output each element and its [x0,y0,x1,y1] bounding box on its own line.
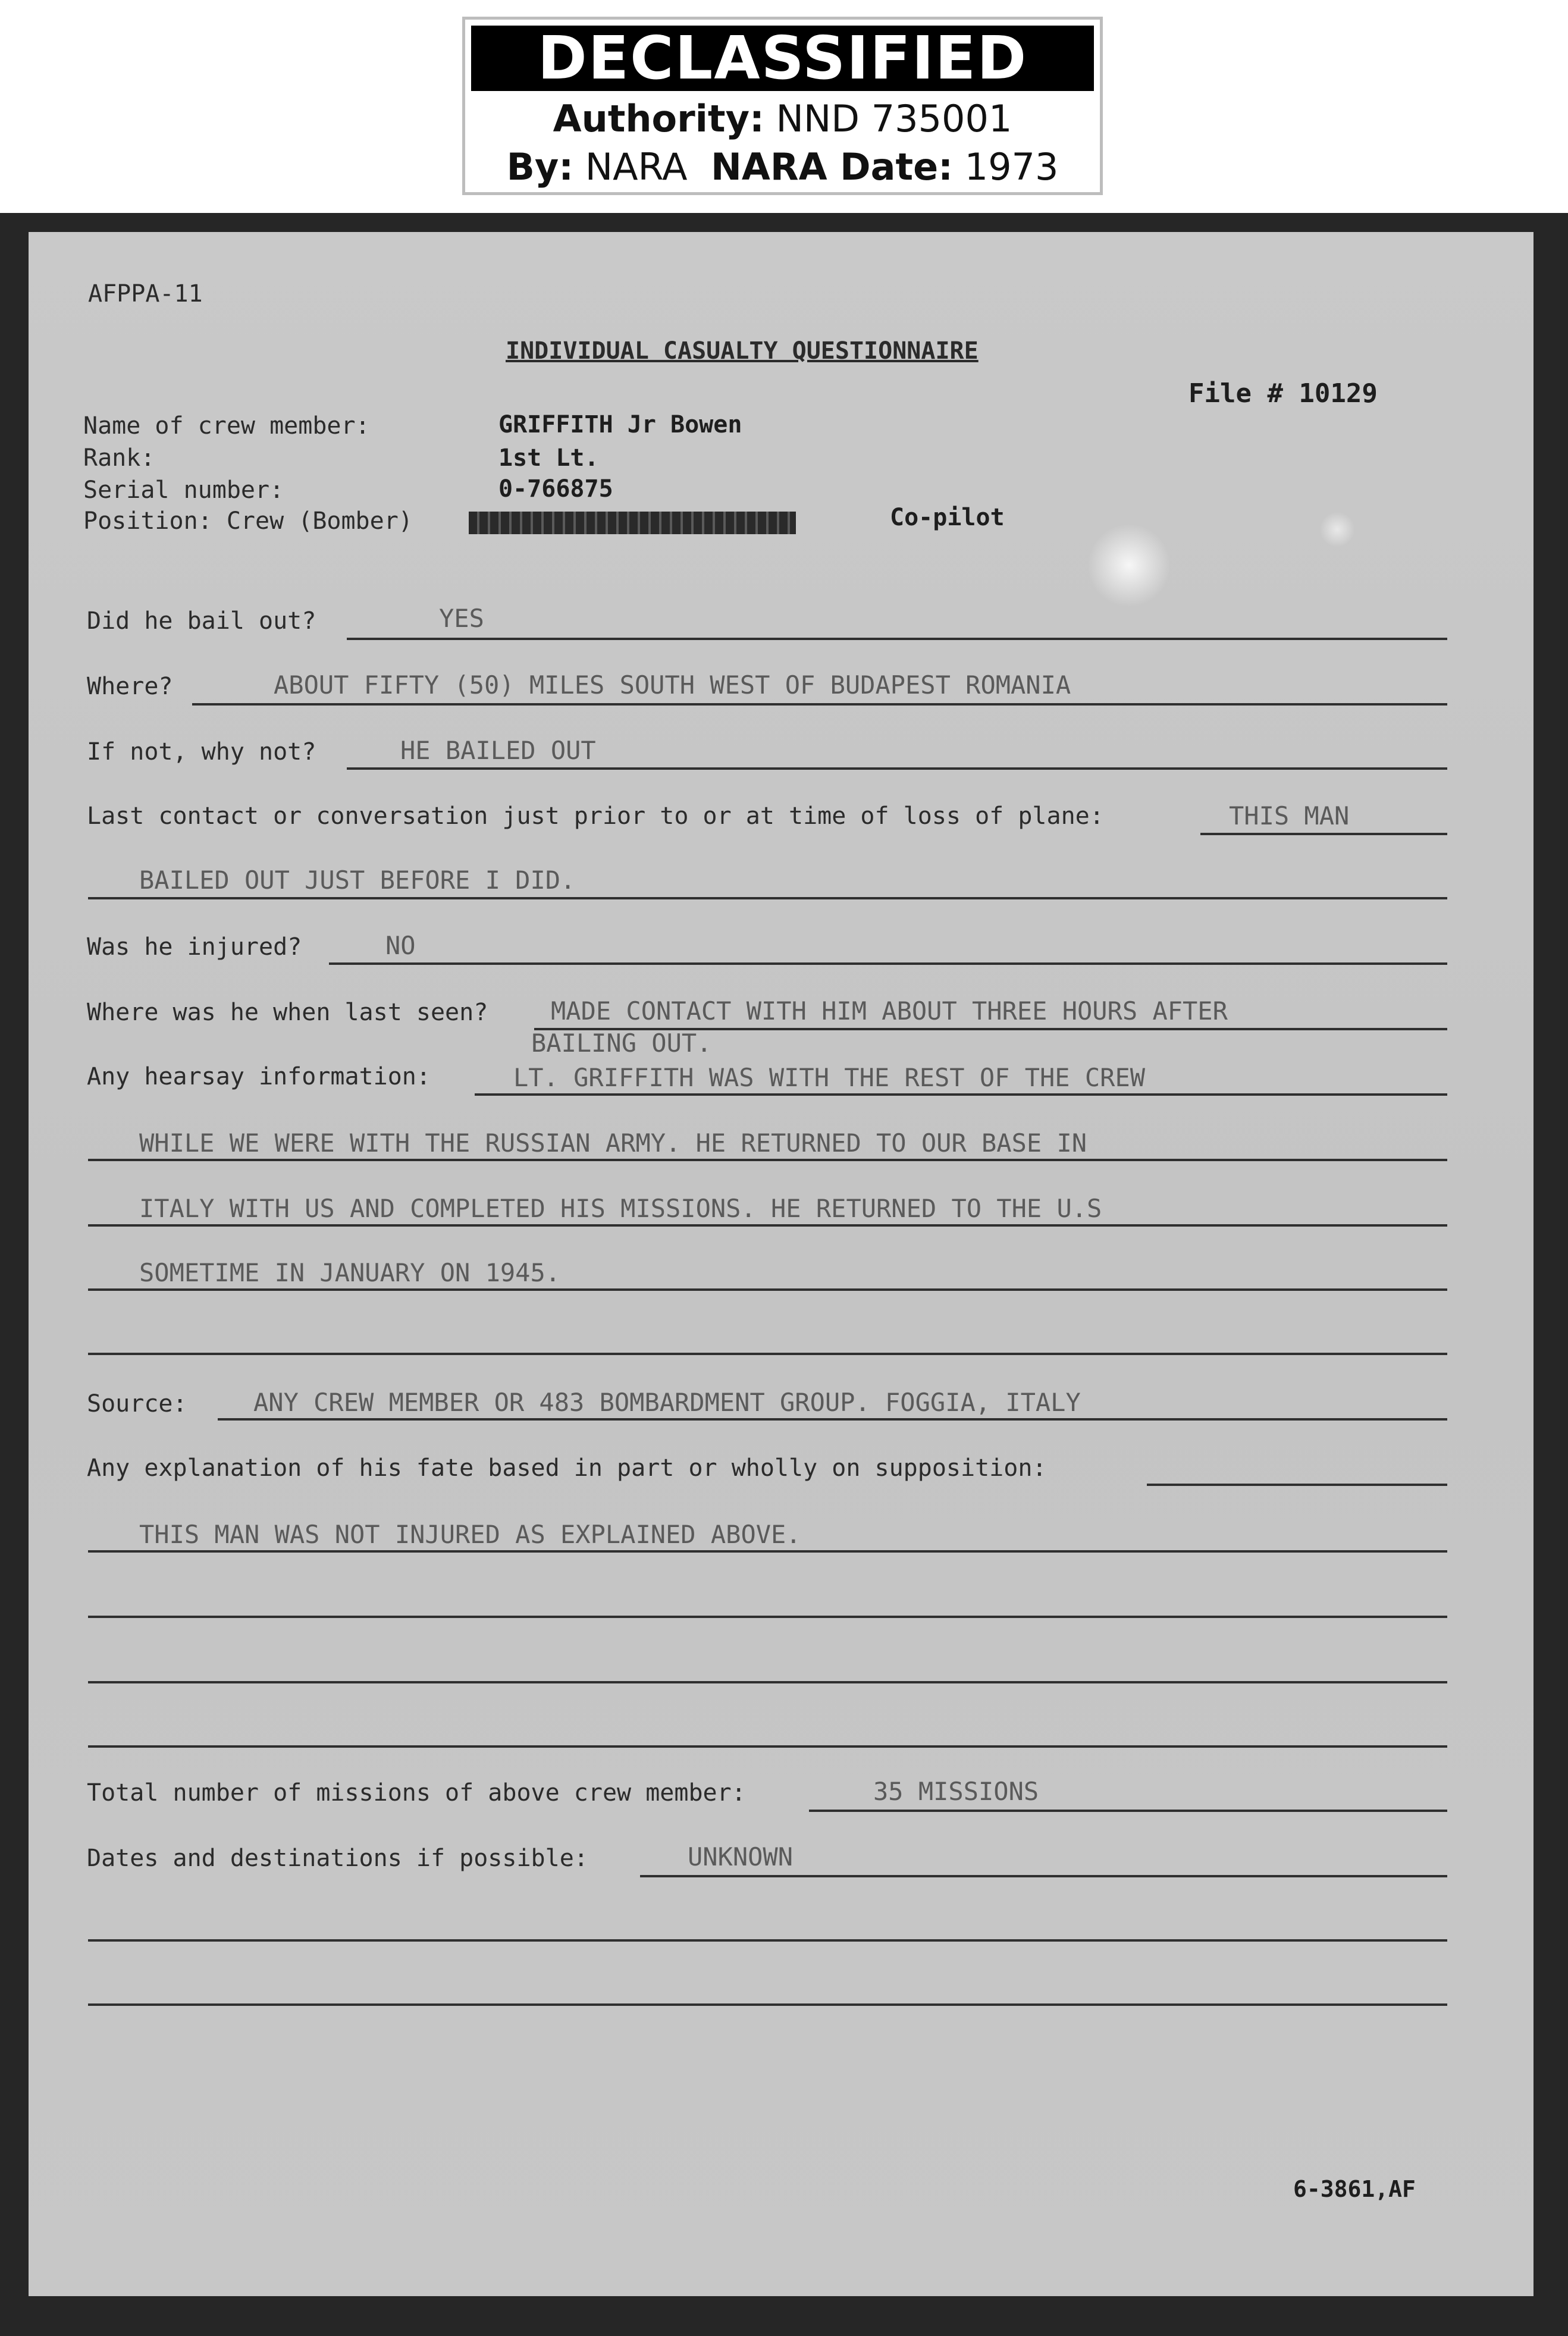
lastseen-value-1: MADE CONTACT WITH HIM ABOUT THREE HOURS AFTER [551,996,1228,1026]
stamp-authority-line [465,95,1100,143]
dates-value: UNKNOWN [688,1842,794,1871]
bail-underline [347,638,1447,640]
source-label: Source: [87,1390,187,1418]
ifnot-value: HE BAILED OUT [400,736,596,765]
serial-value: 0-766875 [498,475,613,503]
position-label: Position: Crew (Bomber) [83,507,413,535]
where-underline [192,703,1447,705]
ifnot-underline [347,767,1447,770]
injured-value: NO [385,931,416,960]
bail-value: YES [439,604,484,633]
explanation-underline-3 [88,1616,1447,1618]
redaction-mark [469,512,796,534]
declassified-stamp [462,17,1103,195]
name-value: GRIFFITH Jr Bowen [498,411,742,438]
hearsay-underline-4 [88,1288,1447,1291]
dates-underline-2 [88,1939,1447,1942]
missions-underline [809,1810,1447,1812]
injured-underline [329,962,1447,965]
ifnot-label: If not, why not? [87,738,316,766]
hearsay-label: Any hearsay information: [87,1063,431,1090]
file-number: File # 10129 [1188,378,1378,409]
contact-underline-1 [1200,833,1447,835]
stamp-by-value: NARA [585,145,688,189]
hearsay-value-4: SOMETIME IN JANUARY ON 1945. [139,1258,561,1287]
stamp-by-label: By: [506,145,574,189]
explanation-underline-4 [88,1681,1447,1683]
dates-underline-1 [640,1875,1447,1877]
hearsay-value-1: LT. GRIFFITH WAS WITH THE REST OF THE CREW [513,1063,1146,1092]
explanation-label: Any explanation of his fate based in part or wholly on supposition: [87,1454,1047,1482]
explanation-value: THIS MAN WAS NOT INJURED AS EXPLAINED ABOVE. [139,1520,801,1549]
footer-form-code: 6-3861,AF [1293,2176,1416,2202]
stamp-title: DECLASSIFIED [471,26,1094,91]
hearsay-underline-1 [475,1093,1447,1096]
position-value: Co-pilot [890,504,1005,531]
injured-label: Was he injured? [87,933,302,961]
questionnaire-page [29,232,1533,2296]
where-label: Where? [87,673,173,700]
serial-label: Serial number: [83,476,284,504]
stamp-date-label: NARA Date: [710,145,953,189]
contact-underline-2 [88,897,1447,899]
missions-label: Total number of missions of above crew member: [87,1779,746,1807]
missions-value: 35 MISSIONS [873,1777,1039,1806]
hearsay-underline-5 [88,1353,1447,1355]
hearsay-value-2: WHILE WE WERE WITH THE RUSSIAN ARMY. HE RETURNED TO OUR BASE IN [139,1128,1087,1158]
form-code: AFPPA-11 [88,280,203,308]
stamp-authority-value: NND 735001 [776,97,1012,140]
source-value: ANY CREW MEMBER OR 483 BOMBARDMENT GROUP. FOGGIA, ITALY [253,1388,1081,1417]
source-underline [218,1418,1447,1421]
bail-label: Did he bail out? [87,607,316,635]
dates-underline-3 [88,2003,1447,2006]
explanation-underline-5 [88,1745,1447,1748]
dates-label: Dates and destinations if possible: [87,1845,588,1872]
stamp-date-value: 1973 [964,145,1059,189]
lastseen-label: Where was he when last seen? [87,999,488,1026]
lastseen-value-2: BAILING OUT. [531,1029,712,1058]
form-title: INDIVIDUAL CASUALTY QUESTIONNAIRE [506,337,979,365]
hearsay-value-3: ITALY WITH US AND COMPLETED HIS MISSIONS. HE RETURNED TO THE U.S [139,1194,1102,1223]
hearsay-underline-3 [88,1224,1447,1227]
explanation-underline-1 [1147,1484,1447,1486]
contact-value-1: THIS MAN [1229,801,1350,830]
where-value: ABOUT FIFTY (50) MILES SOUTH WEST OF BUDAPEST ROMANIA [274,670,1071,700]
stamp-authority-label: Authority: [553,97,764,140]
explanation-underline-2 [88,1550,1447,1553]
hearsay-underline-2 [88,1159,1447,1161]
rank-value: 1st Lt. [498,444,599,472]
stamp-by-line [465,143,1100,191]
name-label: Name of crew member: [83,412,370,440]
contact-value-2: BAILED OUT JUST BEFORE I DID. [139,866,576,895]
rank-label: Rank: [83,444,155,472]
contact-label: Last contact or conversation just prior to or at time of loss of plane: [87,802,1104,830]
